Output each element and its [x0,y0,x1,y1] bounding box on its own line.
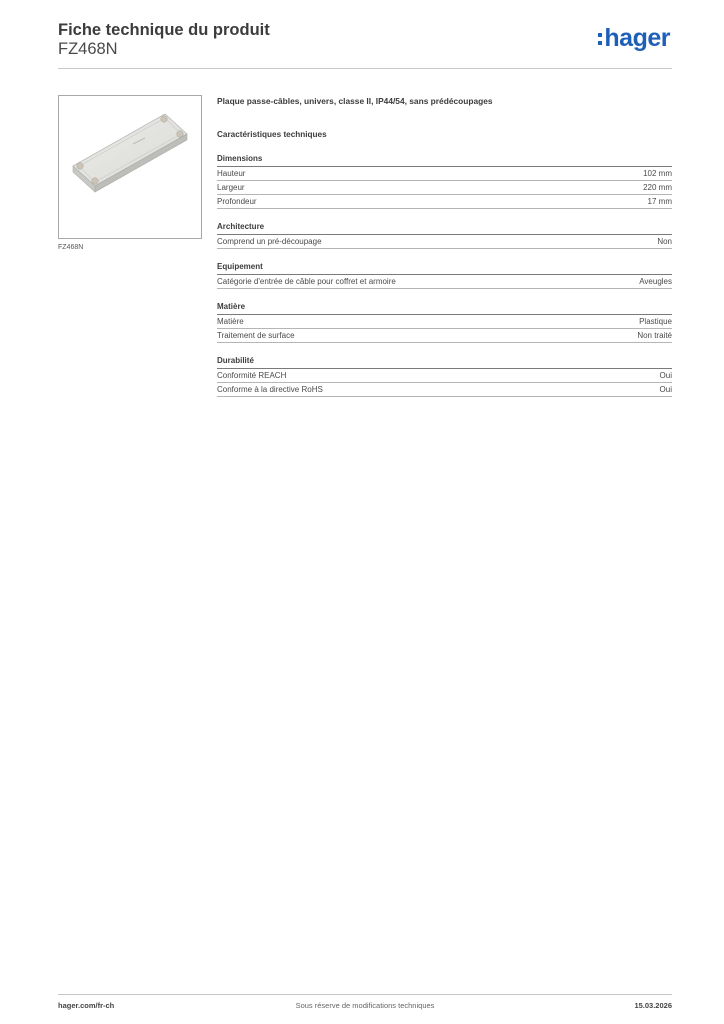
spec-value: Non traité [637,331,672,340]
spec-row [217,315,672,329]
spec-row [217,329,672,343]
product-details [217,95,672,397]
spec-group-durabilite [217,355,672,397]
spec-row [217,167,672,181]
spec-label: Profondeur [217,197,257,206]
group-title: Durabilité [217,355,672,369]
product-description: Plaque passe-câbles, univers, classe II, IP44/54, sans prédécoupages [217,96,493,106]
spec-value: 220 mm [643,183,672,192]
logo-text: hager [604,24,670,52]
spec-label: Traitement de surface [217,331,295,340]
spec-value: 102 mm [643,169,672,178]
spec-label: Conformité REACH [217,371,287,380]
spec-value: Plastique [639,317,672,326]
spec-row [217,275,672,289]
cable-plate-illustration [59,96,201,238]
group-title: Equipement [217,261,672,275]
spec-label: Comprend un pré-découpage [217,237,322,246]
product-reference: FZ468N [58,40,118,58]
spec-row [217,235,672,249]
product-image [58,95,202,239]
image-caption: FZ468N [58,244,84,251]
spec-label: Catégorie d'entrée de câble pour coffret et armoire [217,277,396,286]
spec-group-matiere [217,301,672,343]
disclaimer: Sous réserve de modifications techniques [295,1001,435,1010]
specs-title: Caractéristiques techniques [217,130,327,139]
spec-row [217,195,672,209]
spec-value: Non [657,237,672,246]
hager-logo[interactable] [598,24,670,53]
page-header [58,20,672,69]
spec-label: Conforme à la directive RoHS [217,385,323,394]
website-link[interactable]: hager.com/fr-ch [58,1001,115,1010]
page-footer [58,994,672,1017]
spec-label: Matière [217,317,244,326]
spec-value: Aveugles [639,277,672,286]
group-title: Matière [217,301,672,315]
spec-row [217,369,672,383]
spec-row [217,383,672,397]
spec-group-architecture [217,221,672,249]
document-title: Fiche technique du produit [58,21,270,39]
logo-dots-icon [598,31,602,47]
spec-label: Largeur [217,183,245,192]
spec-value: 17 mm [647,197,672,206]
spec-value: Oui [659,385,672,394]
spec-row [217,181,672,195]
spec-value: Oui [659,371,672,380]
spec-group-equipement [217,261,672,289]
spec-group-dimensions [217,153,672,209]
group-title: Architecture [217,221,672,235]
document-date: 15.03.2026 [634,1001,672,1010]
group-title: Dimensions [217,153,672,167]
spec-label: Hauteur [217,169,246,178]
